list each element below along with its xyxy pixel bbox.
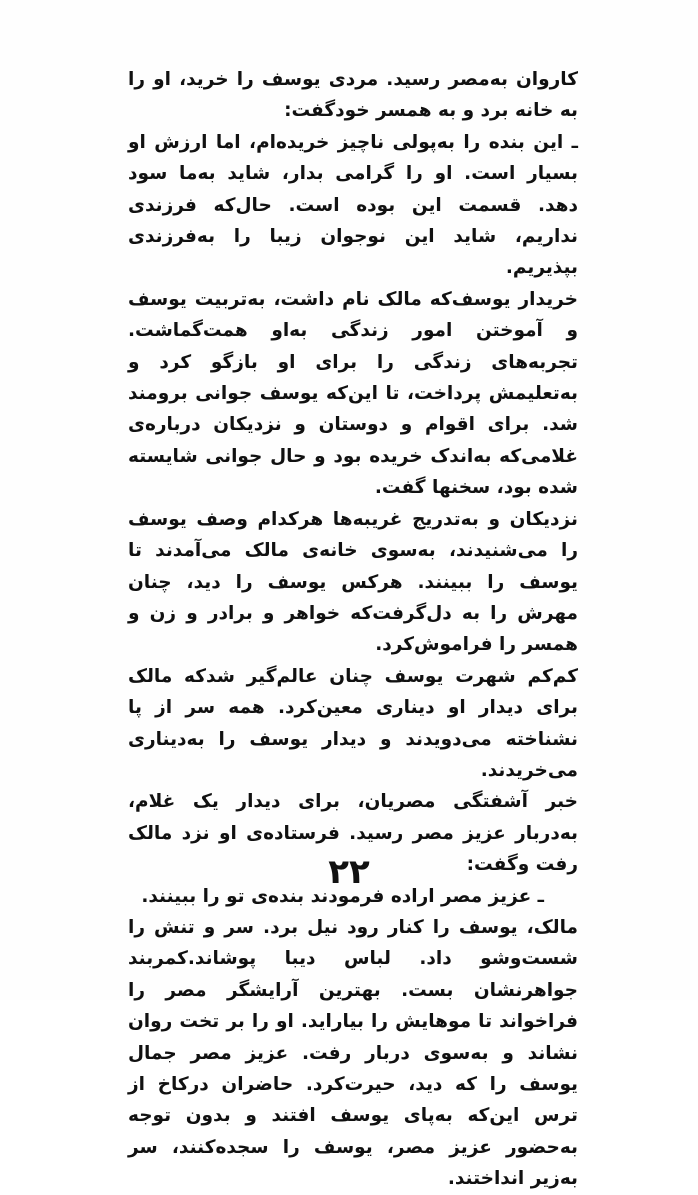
page-body-text xyxy=(128,64,578,1195)
paragraph-news-to-aziz: خبر آشفتگی مصریان، برای دیدار یک غلام، به‌دربار عزیز مصر رسید. فرستاده‌ی او نزد مالک رفت و‌گفت: xyxy=(128,791,578,876)
paragraph-court-visit: مالک، یوسف را کنار رود نیل برد. سر و تنش را شست‌وشو داد. لباس دیبا پوشاند.کمربند جواهرنشان بست. بهترین آرایشگر مصر را فراخواند تا موهایش را بیاراید. او را بر تخت روان نشاند و به‌سوی دربار رفت. عزیز مصر جمال یوسف را که دید، حیرت‌کرد. حاضران درکاخ از ترس این‌که به‌پای یوسف افتند و بدون توجه به‌حضور عزیز مصر، یوسف را سجده‌کنند، سر به‌زیر انداختند. xyxy=(128,916,578,1190)
paragraph-relatives-visit: نزدیکان و به‌تدریج غریبه‌ها هرکدام وصف یوسف را می‌شنیدند، به‌سوی خانه‌ی مالک می‌آمدند تا یوسف را ببینند. هرکس یوسف را دید، چنان مهرش را به دل‌گرفت‌که خواهر و برادر و زن و همسر را فراموش‌کرد. xyxy=(128,508,578,656)
paragraph-malik-upbringing: خریدار یوسف‌که مالک نام داشت، به‌تربیت یوسف و آموختن امور زندگی به‌او همت‌گماشت. تجربه‌های زندگی را برای او بازگو کرد و به‌تعلیمش پرداخت، تا این‌که یوسف جوانی برومند شد. برای اقوام و دوستان و نزدیکان درباره‌ی غلامی‌که به‌اندک خریده بود و حال جوانی شایسته شده بود، سخنها گفت. xyxy=(128,288,578,499)
paragraph-fame-spread: کم‌کم شهرت یوسف چنان عالم‌گیر شد‌که مالک برای دیدار او دیناری معین‌کرد. همه سر از پا نشناخته می‌دویدند و دیدار یوسف را به‌دیناری می‌خریدند. xyxy=(128,665,578,781)
paragraph-quote-buyer: ـ این بنده را به‌پولی ناچیز خریده‌ام، اما ارزش او بسیار است. او را گرامی بدار، شاید به‌ما سود دهد. قسمت این بوده است. حال‌که فرزندی نداریم، شاید این نوجوان زیبا را به‌فرزندی بپذیریم. xyxy=(128,131,578,279)
paragraph-quote-aziz: ـ عزیز مصر اراده فرمودند بنده‌ی تو را ببینند. xyxy=(141,885,544,907)
paragraph-caravan: کاروان به‌مصر رسید. مردی یوسف را خرید، او را به خانه برد و به همسر خودگفت: xyxy=(128,69,578,122)
page-number: ۲۲ xyxy=(328,852,370,892)
